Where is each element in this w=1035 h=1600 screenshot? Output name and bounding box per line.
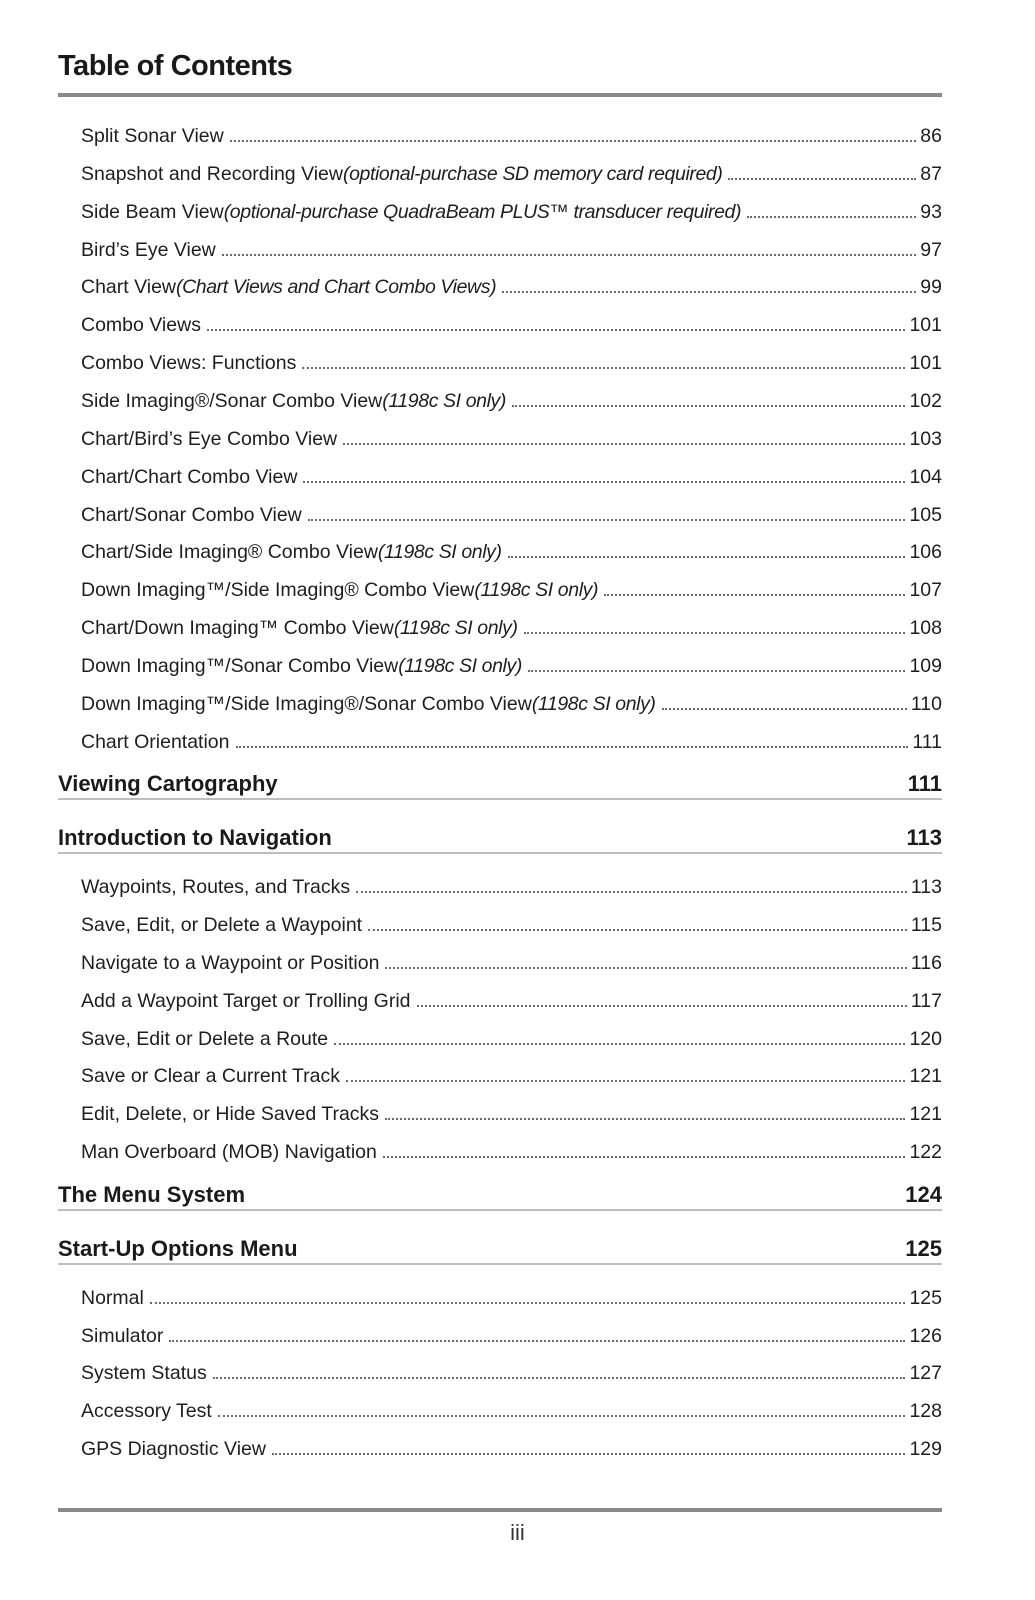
dot-leader [150, 1302, 906, 1304]
toc-entry[interactable] [81, 983, 942, 1013]
entry-label: Chart/Down Imaging™ Combo View [81, 617, 394, 640]
toc-entry[interactable] [81, 572, 942, 602]
entry-page-number: 110 [910, 692, 942, 715]
entry-page-number: 121 [909, 1065, 942, 1088]
toc-entry[interactable] [81, 497, 942, 527]
section-page-number: 113 [906, 825, 942, 851]
toc-entry[interactable] [81, 459, 942, 489]
toc-entry[interactable] [81, 1021, 942, 1051]
dot-leader [343, 443, 905, 445]
dot-leader [604, 594, 905, 596]
dot-leader [334, 1043, 905, 1045]
entry-page-number: 128 [909, 1400, 942, 1423]
entry-page-number: 103 [909, 427, 942, 450]
toc-entry[interactable] [81, 907, 942, 937]
entry-label: Chart/Chart Combo View [81, 465, 298, 488]
entry-label: Save, Edit, or Delete a Waypoint [81, 914, 363, 936]
section-heading[interactable] [58, 1234, 942, 1265]
toc-entry[interactable] [81, 1280, 942, 1310]
toc-entry[interactable] [81, 269, 942, 299]
toc-entry[interactable] [81, 421, 942, 451]
section-label: Start-Up Options Menu [58, 1235, 298, 1261]
entry-page-number: 97 [920, 238, 942, 261]
entry-label: Waypoints, Routes, and Tracks [81, 876, 351, 899]
entry-note: (optional-purchase SD memory card required) [342, 162, 723, 185]
entry-page-number: 126 [909, 1324, 942, 1347]
toc-entry[interactable] [81, 945, 942, 975]
entry-label: Down Imaging™/Side Imaging® Combo View [81, 579, 475, 602]
entry-page-number: 86 [920, 125, 942, 147]
entry-page-number: 101 [909, 352, 942, 375]
entry-page-number: 115 [910, 914, 942, 936]
dot-leader [528, 670, 906, 672]
section-heading[interactable] [58, 823, 942, 854]
dot-leader [524, 632, 906, 634]
entry-note: (1198c SI only) [377, 541, 502, 564]
section-heading[interactable] [58, 769, 942, 800]
entry-page-number: 107 [909, 579, 942, 602]
entry-label: Edit, Delete, or Hide Saved Tracks [81, 1103, 380, 1126]
entry-page-number: 93 [920, 200, 942, 223]
entry-label: Down Imaging™/Sonar Combo View [81, 654, 399, 677]
entry-label: Save, Edit or Delete a Route [81, 1027, 329, 1050]
toc-entry[interactable] [81, 1134, 942, 1164]
section-label: The Menu System [58, 1181, 246, 1207]
toc-entry[interactable] [81, 194, 942, 224]
section-page-number: 125 [905, 1235, 942, 1261]
dot-leader [346, 1080, 905, 1082]
toc-entry[interactable] [81, 232, 942, 262]
entry-label: Combo Views: Functions [81, 352, 297, 375]
dot-leader [302, 367, 905, 369]
entry-page-number: 122 [909, 1141, 942, 1164]
dot-leader [512, 405, 905, 407]
dot-leader [308, 519, 906, 521]
entry-note: (1198c SI only) [393, 617, 518, 640]
section-page-number: 124 [905, 1181, 942, 1207]
entry-page-number: 127 [909, 1362, 942, 1385]
entry-label: Man Overboard (MOB) Navigation [81, 1141, 377, 1164]
entry-page-number: 125 [909, 1286, 942, 1309]
dot-leader [236, 746, 909, 748]
dot-leader [385, 1118, 905, 1120]
entry-label: Chart/Bird’s Eye Combo View [81, 427, 338, 450]
page-number: iii [510, 1520, 525, 1545]
entry-note: (1198c SI only) [382, 389, 506, 412]
toc-entry[interactable] [81, 1355, 942, 1385]
section-page-number: 111 [907, 771, 942, 797]
toc-entry[interactable] [81, 1096, 942, 1126]
entry-label: Split Sonar View [81, 125, 224, 147]
dot-leader [169, 1340, 905, 1342]
entry-page-number: 109 [909, 654, 942, 677]
dot-leader [272, 1453, 905, 1455]
dot-leader [747, 216, 916, 218]
entry-label: Navigate to a Waypoint or Position [81, 951, 380, 974]
entry-note: (1198c SI only) [398, 654, 522, 677]
dot-leader [207, 329, 906, 331]
dot-leader [728, 178, 916, 180]
toc-entry[interactable] [81, 869, 942, 899]
footer-rule [58, 1508, 942, 1512]
dot-leader [213, 1377, 906, 1379]
toc-entry[interactable] [81, 724, 942, 754]
dot-leader [222, 254, 917, 256]
entry-label: Chart/Side Imaging® Combo View [81, 541, 378, 564]
entry-page-number: 87 [920, 162, 942, 185]
entry-label: Chart Orientation [81, 730, 230, 753]
toc-entry[interactable] [81, 156, 942, 186]
entry-page-number: 99 [920, 276, 942, 299]
entry-label: Snapshot and Recording View [81, 162, 343, 185]
entry-label: Save or Clear a Current Track [81, 1065, 341, 1088]
entry-page-number: 129 [909, 1438, 942, 1461]
entry-label: Accessory Test [81, 1400, 212, 1423]
entry-label: Simulator [81, 1324, 164, 1347]
toc-entry[interactable] [81, 383, 942, 413]
dot-leader [368, 929, 907, 931]
section-heading[interactable] [58, 1180, 942, 1211]
toc-entry[interactable] [81, 610, 942, 640]
entry-label: Chart View [81, 276, 177, 299]
dot-leader [356, 891, 907, 893]
dot-leader [385, 967, 906, 969]
entry-page-number: 117 [910, 989, 942, 1012]
entry-label: Down Imaging™/Side Imaging®/Sonar Combo View [81, 692, 532, 715]
entry-label: System Status [81, 1362, 207, 1385]
title-rule [58, 93, 942, 97]
toc-entry[interactable] [81, 118, 942, 148]
entry-note: (1198c SI only) [474, 579, 599, 602]
toc-entry[interactable] [81, 1318, 942, 1348]
dot-leader [502, 291, 916, 293]
entry-page-number: 121 [909, 1103, 942, 1126]
toc-entry[interactable] [81, 686, 942, 716]
toc-entry[interactable] [81, 345, 942, 375]
toc-entry[interactable] [81, 648, 942, 678]
entry-label: Normal [81, 1286, 144, 1309]
dot-leader [383, 1156, 906, 1158]
entry-page-number: 104 [909, 465, 942, 488]
entry-page-number: 106 [909, 541, 942, 564]
entry-note: (optional-purchase QuadraBeam PLUS™ transducer required) [223, 200, 742, 223]
entry-page-number: 108 [909, 617, 942, 640]
entry-page-number: 101 [909, 314, 942, 337]
entry-page-number: 120 [909, 1027, 942, 1050]
entry-label: Side Beam View [81, 200, 224, 223]
entry-note: (Chart Views and Chart Combo Views) [176, 276, 497, 299]
entry-page-number: 116 [910, 951, 942, 974]
dot-leader [218, 1415, 906, 1417]
dot-leader [303, 481, 905, 483]
toc-entry[interactable] [81, 1431, 942, 1461]
entry-page-number: 113 [910, 876, 942, 899]
entry-label: Side Imaging®/Sonar Combo View [81, 389, 383, 412]
entry-page-number: 105 [909, 503, 942, 526]
page-title: Table of Contents [58, 50, 293, 82]
entry-page-number: 102 [909, 389, 942, 412]
dot-leader [417, 1005, 907, 1007]
toc-entry[interactable] [81, 1058, 942, 1088]
entry-label: Bird’s Eye View [81, 238, 216, 261]
toc-entry[interactable] [81, 307, 942, 337]
entry-label: Combo Views [81, 314, 201, 337]
entry-label: GPS Diagnostic View [81, 1438, 266, 1461]
section-label: Viewing Cartography [58, 771, 278, 797]
dot-leader [508, 556, 906, 558]
entry-page-number: 111 [912, 730, 942, 753]
dot-leader [662, 708, 907, 710]
toc-entry[interactable] [81, 1393, 942, 1423]
entry-label: Chart/Sonar Combo View [81, 503, 302, 526]
toc-entry[interactable] [81, 534, 942, 564]
section-label: Introduction to Navigation [58, 825, 332, 851]
entry-label: Add a Waypoint Target or Trolling Grid [81, 989, 411, 1012]
dot-leader [230, 140, 917, 142]
entry-note: (1198c SI only) [531, 692, 656, 715]
